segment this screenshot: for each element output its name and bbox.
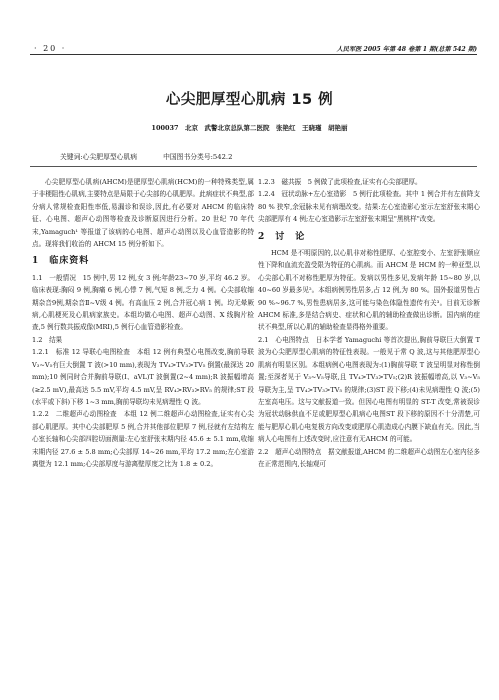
section-rule — [30, 166, 477, 167]
paragraph-discussion: HCM 是不明原因的,以心肌非对称性肥厚、心室腔变小、左室舒张顺应性下降和血流充盈受限为特征的心肌病。而 AHCM 是 HCM 的一种亚型,以心尖部心肌不对称性肥厚为特征。发病以男性多见,发病年龄 15~80 岁,以 40~60 岁最多见²。本组病例男性居多,占 12 例,为 80 %。国外报道男性占 90 %~96.7 %,男性患病居多,这可能与染色体隐性遗传有关³。目前无诊断 AHCM 标准,多是结合病史、症状和心肌的辅助检查做出诊断。国内病的症状不典型,所以心肌的辅助检查显得格外重要。 — [258, 249, 480, 332]
paragraph-ecg: 1.2.1 标准 12 导联心电图检查 本组 12 例有典型心电图改变,胸前导联 V₃~V₅有巨大倒置 T 波(>10 mm),表现为 TV₄>TV₃>TV₅ 倒置(最深达 20 mm);10 例同时合并胸前导联(I、aVL)T 波倒置(2~4 mm);R 波振幅增高(≥2.5 mV),最高达 5.5 mV,平均 4.5 mV,呈 RV₄>RV₃>RV₅ 的规律;ST 段(水平或下斜)下移 1~3 mm,胸前导联均未见病理性 Q 波。 — [32, 348, 254, 406]
paragraph-general: 1.1 一般情况 15 例中,男 12 例,女 3 例;年龄23~70 岁,平均 46.2 岁。临床表现:胸闷 9 例,胸痛 6 例,心悸 7 例,气短 8 例,乏力 4 例。心尖部收缩期杂音9例,期杂音Ⅱ~Ⅴ级 4 例。有高血压 2 例,合并冠心病 1 例。均无晕厥病,心肌梗死及心肌病家族史。本组均做心电图、超声心动图、X 线胸片检查,5 例行数共振成像(MRI),5 例行心血管造影检查。 — [32, 273, 254, 332]
article-authors: 100037 北京 武警北京总队第二医院 张艳红 王晓瑾 胡艳丽 — [151, 124, 348, 132]
section-heading-clinical: 1 临床资料 — [32, 256, 90, 267]
paragraph-angiography: 1.2.4 冠状动脉+左心室造影 5 例行此项检查。其中 1 例合并有左前降支 80 % 狭窄,余冠脉未见有病理改变。结果:左心室造影心室示左室舒张末期心尖部肥厚有 4 例;左心室造影示左室舒张末期呈"黑桃样"改变。 — [258, 190, 480, 224]
section-heading-discussion: 2 讨 论 — [258, 231, 306, 242]
keywords: 关键词:心尖肥厚型心肌病 — [60, 153, 138, 161]
right-column — [258, 176, 480, 470]
heading-results: 1.2 结果 — [32, 335, 63, 344]
paragraph-mri: 1.2.3 磁共振 5 例做了此项检查,证实有心尖部肥厚。 — [258, 178, 422, 186]
article-title: 心尖肥厚型心肌病 15 例 — [165, 92, 334, 108]
intro-paragraph: 心尖肥厚型心肌病(AHCM)是肥厚型心肌病(HCM)的一种特殊类型,属于非梗阻性心肌病,主要特点是局限于心尖部的心肌肥厚。此病症状不典型,部分病人常规检查阳性率低,易漏诊和误诊,因此,有必要对 AHCM 的临床特征、心电图、超声心动图等检查及诊断原因进行分析。20 世纪 70 年代末,Yamaguch¹ 等报道了该病的心电图、超声心动图以及心血管造影的特点。现将我们收治的 AHCM 15 例分析如下。 — [32, 178, 254, 249]
left-column — [32, 176, 254, 470]
paragraph-echo-features: 2.2 超声心动图特点 据文献报道,AHCM 的二维超声心动图左心室内径多在正常范围内,长轴观可 — [258, 447, 480, 468]
paragraph-echo: 1.2.2 二维超声心动图检查 本组 12 例二维超声心动图检查,证实有心尖部心肌肥厚。其中心尖部肥厚 5 例,合并其他部位肥厚 7 例,径就有左结构左心室长轴和心尖部四腔切面测量:左心室舒张末期内径 45.6 ± 5.1 mm,收缩末期内径 27.6 ± 5.8 mm;心尖部厚 14~26 mm,平均 17.2 mm;左心室游离壁为 12.1 mm;心尖部厚度与游离壁厚度之比为 1.8 ± 0.2。 — [32, 410, 254, 468]
keywords-line — [60, 151, 232, 161]
page-number: · 20 · — [34, 44, 67, 53]
journal-header: 人民军医 2005 年第 48 卷第 1 期(总第 542 期) — [336, 46, 477, 53]
header-rule — [30, 54, 477, 55]
classification-number: 中国图书分类号:542.2 — [163, 153, 233, 161]
paragraph-ecg-features: 2.1 心电图特点 日本学者 Yamaguchi 等首次提出,胸前导联巨大倒置 T 波为心尖肥厚型心肌病的特征性表现。一般见于常 Q 波,这与其他肥厚型心肌病有明显区别。本组病例心电图表现为:(1)胸前导联 T 波呈明显对称性倒置;至深者见于 V₃~V₅导联,且 TV₄>TV₃>TV₅;(2)R 波振幅增高,以 V₃~V₅导联为主,呈 TV₄>TV₃>TV₅ 的规律;(3)ST 段下移;(4)未见病理性 Q 波;(5)左室高电压。这与文献报道一致。但因心电图有明显的 ST-T 改变,常被误诊为冠状动脉供血不足或肥厚型心肌病心电图ST 段下移的原因不十分清楚,可能与肥厚心肌心电复极方向改变或肥厚心肌造成心内膜下缺血有关。因此,当病人心电图有上述改变时,应注意有无AHCM 的可能。 — [258, 335, 480, 444]
